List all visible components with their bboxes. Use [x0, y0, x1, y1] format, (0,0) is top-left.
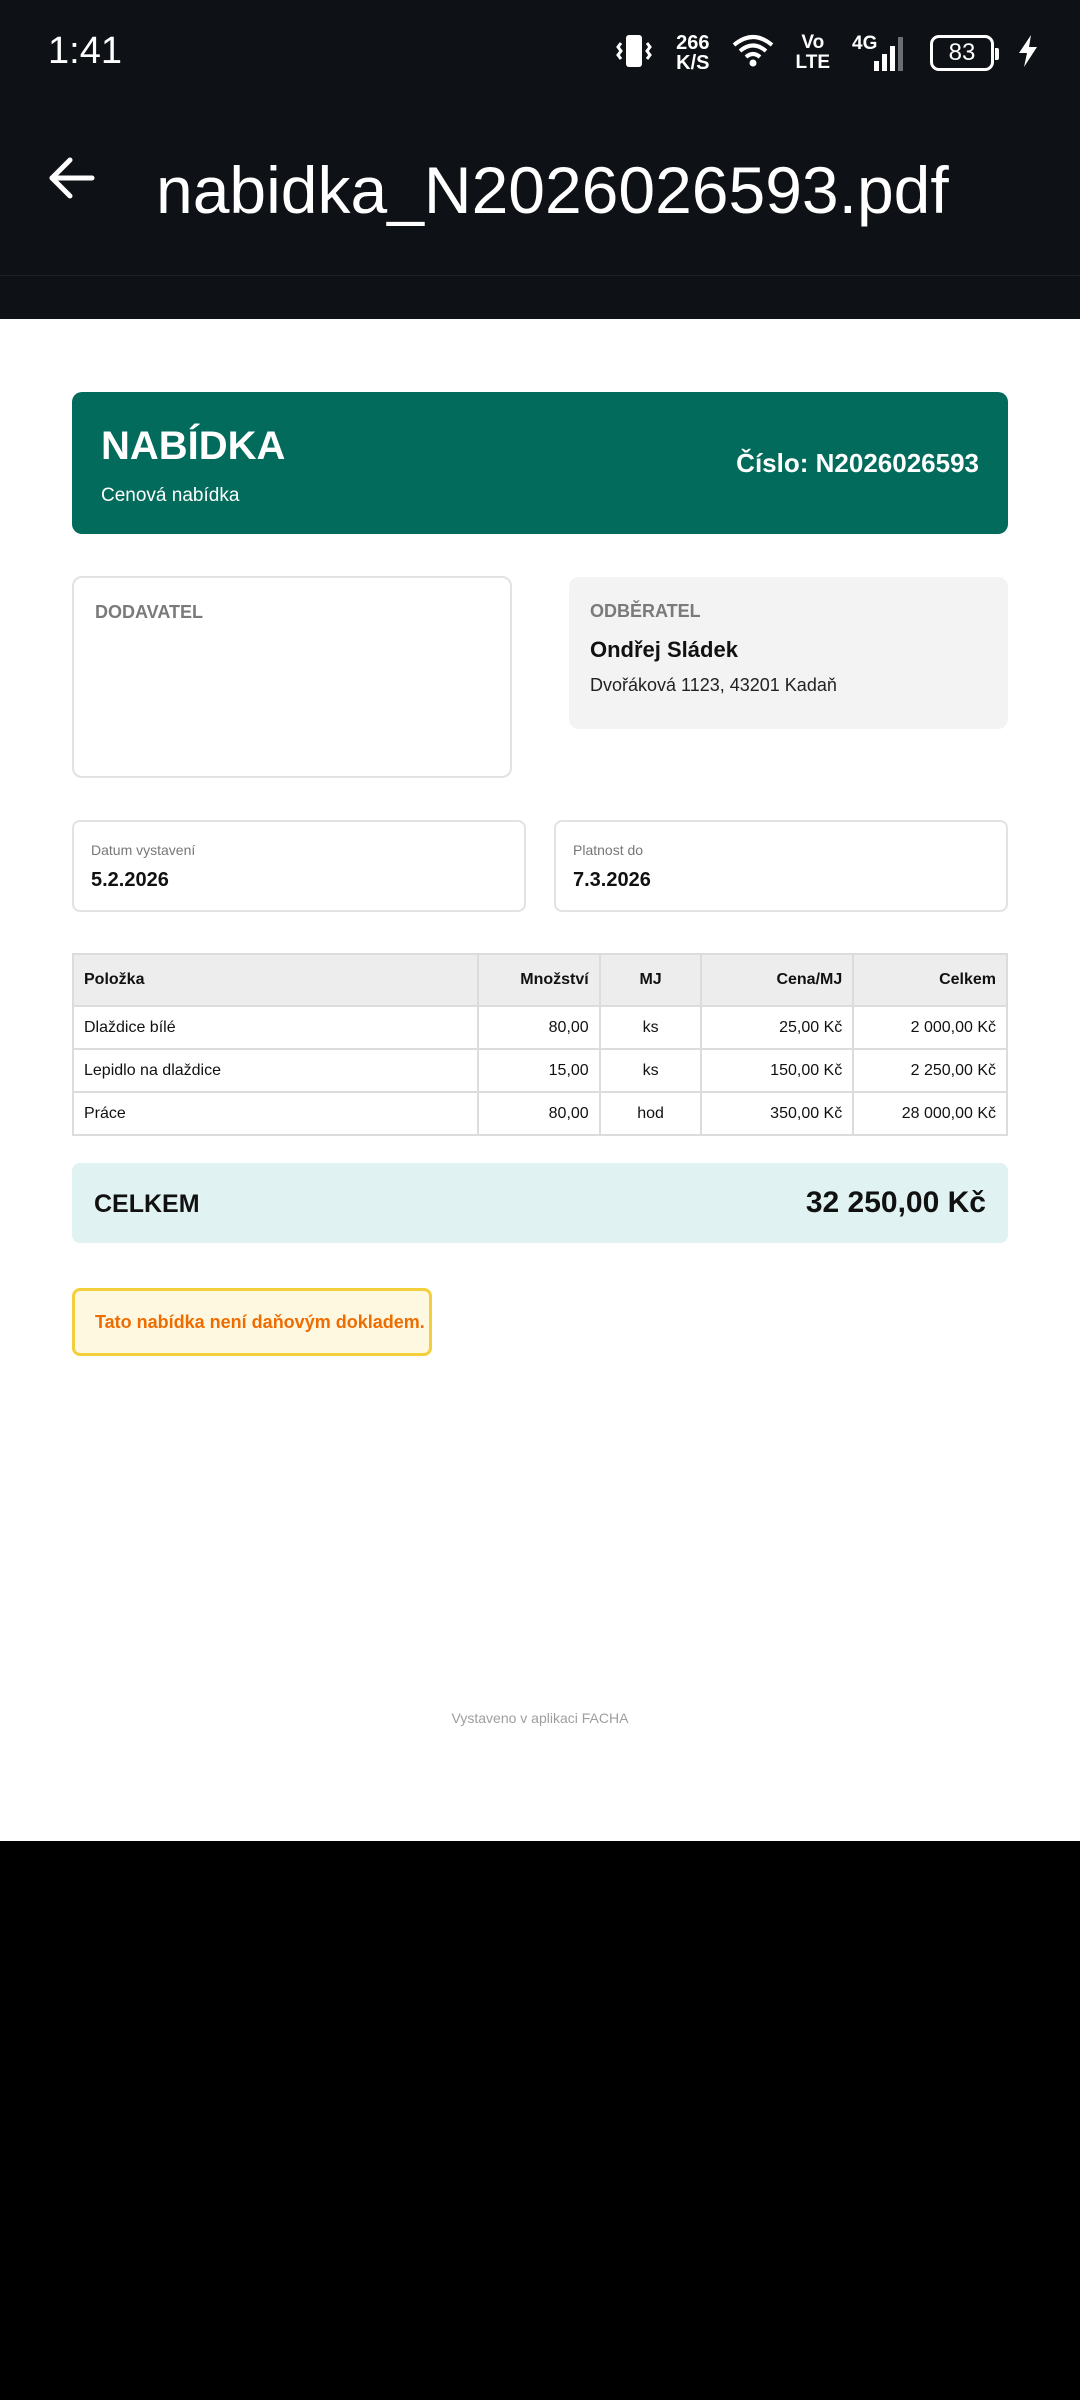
app-bar	[0, 100, 1080, 275]
wifi-icon	[732, 34, 774, 73]
volte-top: Vo	[801, 32, 825, 53]
table-row	[73, 1049, 1007, 1092]
table-row	[73, 1006, 1007, 1049]
footer-note: Vystaveno v aplikaci FACHA	[451, 1710, 629, 1726]
valid-until-label: Platnost do	[573, 842, 644, 858]
supplier-label: DODAVATEL	[95, 602, 203, 622]
cell-unit: ks	[600, 1006, 702, 1049]
pdf-page[interactable]	[0, 319, 1080, 1841]
cell-item: Dlaždice bílé	[73, 1006, 478, 1049]
cell-unit: hod	[600, 1092, 702, 1135]
customer-name: Ondřej Sládek	[590, 637, 738, 662]
volte-bottom: LTE	[795, 52, 830, 73]
cell-unit-price: 25,00 Kč	[701, 1006, 853, 1049]
cell-quantity: 15,00	[478, 1049, 600, 1092]
cell-quantity: 80,00	[478, 1092, 600, 1135]
empty-viewer-area	[0, 1841, 1080, 2400]
charging-icon	[1016, 34, 1040, 73]
col-quantity: Množství	[478, 954, 600, 1006]
tax-notice: Tato nabídka není daňovým dokladem.	[72, 1288, 432, 1356]
table-row	[73, 1092, 1007, 1135]
valid-until-value: 7.3.2026	[573, 869, 651, 891]
col-unit-price: Cena/MJ	[701, 954, 853, 1006]
supplier-box	[72, 576, 512, 778]
battery-indicator	[930, 35, 994, 71]
back-arrow-icon	[46, 152, 98, 204]
valid-until-box	[554, 820, 1008, 912]
back-button[interactable]	[36, 142, 108, 214]
cell-unit-price: 150,00 Kč	[701, 1049, 853, 1092]
col-item: Položka	[73, 954, 478, 1006]
items-table	[72, 953, 1008, 1136]
cell-unit: ks	[600, 1049, 702, 1092]
cell-item: Práce	[73, 1092, 478, 1135]
volte-indicator	[796, 33, 830, 73]
issue-date-label: Datum vystavení	[91, 842, 196, 858]
issue-date-value: 5.2.2026	[91, 869, 169, 891]
cell-total: 2 000,00 Kč	[853, 1006, 1007, 1049]
offer-number: Číslo: N2026026593	[736, 448, 979, 478]
grand-total-box	[72, 1163, 1008, 1243]
table-header-row	[73, 954, 1007, 1006]
status-icons	[614, 28, 1040, 78]
network-speed-value: 266	[676, 32, 710, 54]
grand-total-label: CELKEM	[94, 1190, 200, 1218]
cell-quantity: 80,00	[478, 1006, 600, 1049]
status-bar	[0, 0, 1080, 100]
issue-date-box	[72, 820, 526, 912]
status-time: 1:41	[48, 30, 122, 72]
cell-total: 28 000,00 Kč	[853, 1092, 1007, 1135]
battery-level: 83	[948, 39, 976, 66]
offer-header	[72, 392, 1008, 534]
app-bar-divider	[0, 275, 1080, 319]
grand-total-value: 32 250,00 Kč	[805, 1186, 986, 1219]
col-unit: MJ	[600, 954, 702, 1006]
cell-total: 2 250,00 Kč	[853, 1049, 1007, 1092]
customer-address: Dvořáková 1123, 43201 Kadaň	[590, 675, 837, 695]
network-speed-unit: K/S	[676, 52, 710, 74]
customer-box	[569, 577, 1008, 729]
cell-item: Lepidlo na dlaždice	[73, 1049, 478, 1092]
customer-label: ODBĚRATEL	[590, 601, 701, 621]
col-total: Celkem	[853, 954, 1007, 1006]
cell-unit-price: 350,00 Kč	[701, 1092, 853, 1135]
network-speed	[676, 33, 709, 73]
offer-title: NABÍDKA	[101, 424, 286, 468]
file-title: nabidka_N2026026593.pdf	[156, 153, 949, 227]
cellular-signal	[852, 31, 908, 75]
vibrate-icon	[614, 33, 654, 74]
network-type: 4G	[852, 33, 878, 54]
offer-subtitle: Cenová nabídka	[101, 485, 240, 506]
